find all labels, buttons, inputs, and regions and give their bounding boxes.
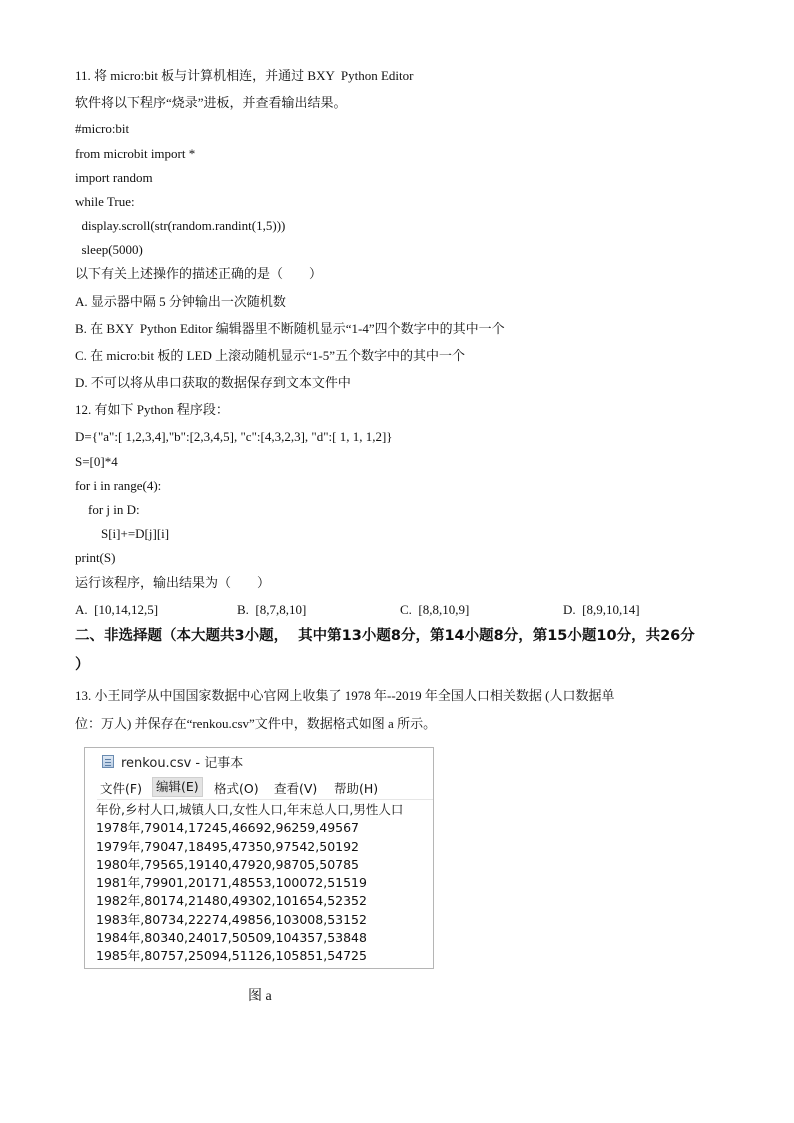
q11-option-c: C. 在 micro:bit 板的 LED 上滚动随机显示“1-5”五个数字中的其中一个 <box>75 348 465 363</box>
csv-data-row: 1982年,80174,21480,49302,101654,52352 <box>96 893 367 909</box>
q12-option-d: D. [8,9,10,14] <box>563 602 640 617</box>
notepad-titlebar <box>85 748 433 774</box>
menu-divider <box>97 799 433 800</box>
figure-caption: 图 a <box>248 989 272 1004</box>
q11-code-line: #micro:bit <box>75 121 130 136</box>
csv-data-row: 1980年,79565,19140,47920,98705,50785 <box>96 856 360 872</box>
q12-intro: 12. 有如下 Python 程序段： <box>75 402 229 417</box>
q12-code-line: for i in range(4): <box>75 478 162 493</box>
q12-option-b: B. [8,7,8,10] <box>237 602 307 617</box>
q12-option-a: A. [10,14,12,5] <box>75 602 159 617</box>
csv-header-row: 年份,乡村人口,城镇人口,女性人口,年末总人口,男性人口 <box>96 802 404 817</box>
menu-view[interactable]: 查看(V) <box>274 781 318 796</box>
menu-file[interactable]: 文件(F) <box>100 781 142 796</box>
q12-code-line: D={"a":[ 1,2,3,4],"b":[2,3,4,5], "c":[4,3,2,3], "d":[ 1, 1, 1,2]} <box>75 429 393 444</box>
notepad-window <box>84 747 434 969</box>
q11-code-line: import random <box>75 170 153 185</box>
menu-format[interactable]: 格式(O) <box>214 781 259 796</box>
q11-code-line: display.scroll(str(random.randint(1,5))) <box>75 218 286 233</box>
csv-data-row: 1985年,80757,25094,51126,105851,54725 <box>96 948 367 964</box>
q11-option-a: A. 显示器中隔 5 分钟输出一次随机数 <box>75 294 286 309</box>
csv-data-row: 1984年,80340,24017,50509,104357,53848 <box>96 930 367 946</box>
menu-help[interactable]: 帮助(H) <box>334 781 379 796</box>
csv-data-row: 1979年,79047,18495,47350,97542,50192 <box>96 838 360 854</box>
notepad-title: renkou.csv - 记事本 <box>121 756 244 771</box>
csv-data-row: 1978年,79014,17245,46692,96259,49567 <box>96 820 360 836</box>
q11-line2: 软件将以下程序“烧录”进板，并查看输出结果。 <box>75 95 347 110</box>
section-heading: 二、非选择题（本大题共3小题， 其中第13小题8分，第14小题8分，第15小题10分，共26分 <box>75 628 695 644</box>
notepad-text-area[interactable] <box>96 801 403 966</box>
q11-line1: 11. 将 micro:bit 板与计算机相连，并通过 BXY Python Editor <box>75 68 414 83</box>
q11-code-line: sleep(5000) <box>75 242 143 257</box>
q12-stem: 运行该程序，输出结果为（ ） <box>75 575 271 590</box>
csv-data-row: 1983年,80734,22274,49856,103008,53152 <box>96 911 367 927</box>
section-heading-cont: ） <box>75 657 90 673</box>
menu-edit[interactable]: 编辑(E) <box>152 777 203 797</box>
q12-option-c: C. [8,8,10,9] <box>400 602 470 617</box>
q11-code-line: from microbit import * <box>75 146 196 161</box>
q12-code-line: print(S) <box>75 550 116 565</box>
q12-code-line: S=[0]*4 <box>75 454 118 469</box>
q12-code-line: S[i]+=D[j][i] <box>75 526 170 541</box>
q12-code-line: for j in D: <box>75 502 140 517</box>
q13-line1: 13. 小王同学从中国国家数据中心官网上收集了 1978 年--2019 年全国人口相关数据 (人口数据单 <box>75 688 615 703</box>
q11-option-b: B. 在 BXY Python Editor 编辑器里不断随机显示“1-4”四个数字中的其中一个 <box>75 321 505 336</box>
q11-stem: 以下有关上述操作的描述正确的是（ ） <box>75 266 323 281</box>
q13-line2: 位：万人) 并保存在“renkou.csv”文件中，数据格式如图 a 所示。 <box>75 716 437 731</box>
q11-option-d: D. 不可以将从串口获取的数据保存到文本文件中 <box>75 375 351 390</box>
notepad-icon <box>102 755 114 768</box>
csv-data-row: 1981年,79901,20171,48553,100072,51519 <box>96 875 367 891</box>
notepad-menubar <box>85 776 433 798</box>
q11-code-line: while True: <box>75 194 135 209</box>
